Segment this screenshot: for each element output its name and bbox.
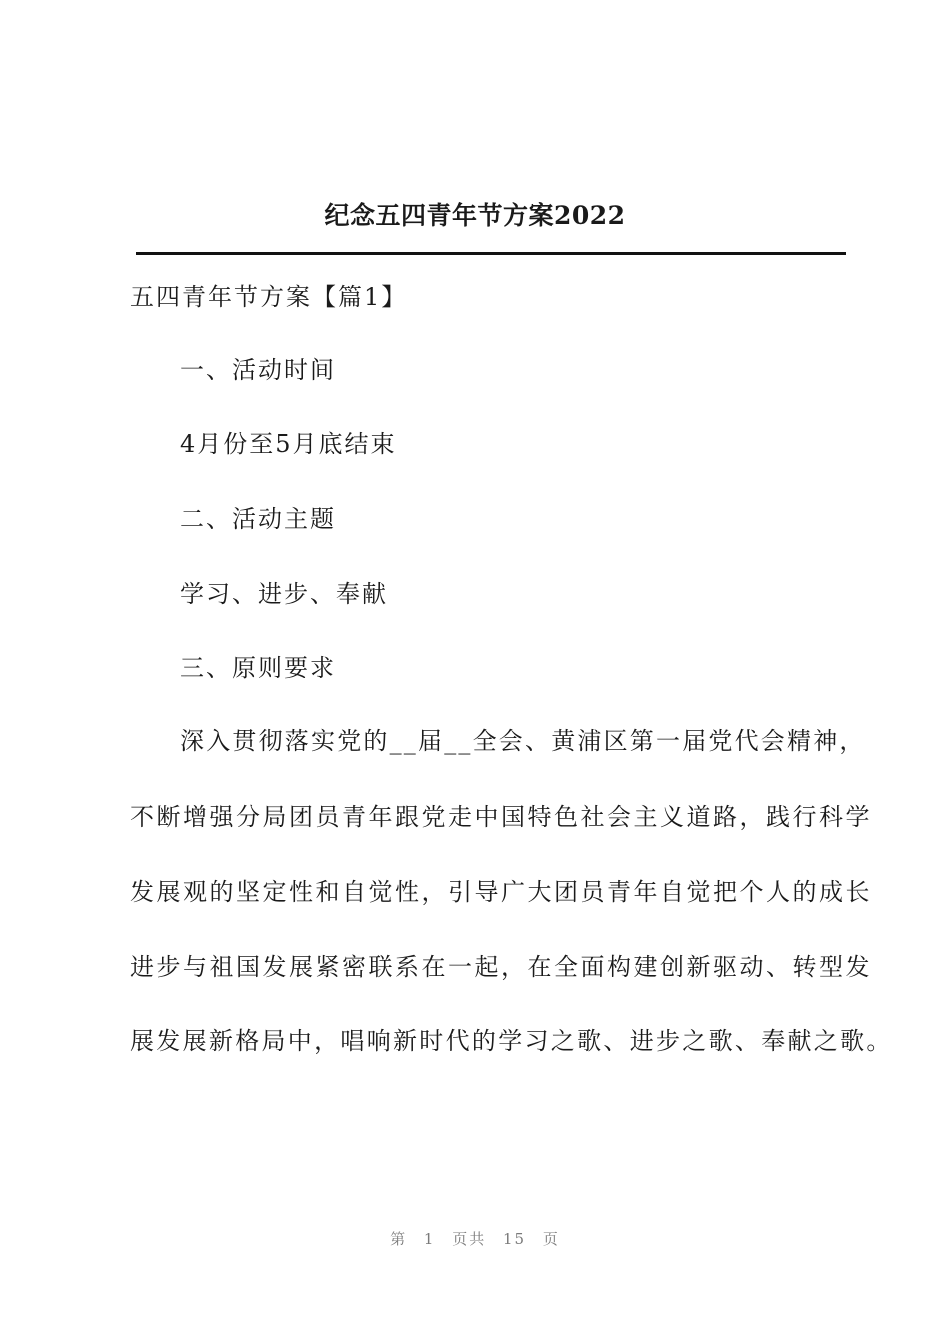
section-heading: 五四青年节方案【篇1】 [130,283,408,311]
paragraph-line: 进步与祖国发展紧密联系在一起，在全面构建创新驱动、转型发 [130,953,872,981]
title-divider [136,252,846,255]
page-footer: 第 1 页共 15 页 [390,1230,560,1248]
paragraph-line: 发展观的坚定性和自觉性，引导广大团员青年自觉把个人的成长 [130,878,872,906]
item-activity-theme-value: 学习、进步、奉献 [180,580,388,608]
paragraph-line: 展发展新格局中，唱响新时代的学习之歌、进步之歌、奉献之歌。 [130,1027,893,1055]
paragraph-line: 深入贯彻落实党的__届__全会、黄浦区第一届党代会精神， [180,727,866,755]
document-title: 纪念五四青年节方案2022 [324,201,626,230]
item-activity-theme-heading: 二、活动主题 [180,505,336,533]
paragraph-line: 不断增强分局团员青年跟党走中国特色社会主义道路，践行科学 [130,803,872,831]
item-principles-heading: 三、原则要求 [180,654,336,682]
item-activity-time-value: 4月份至5月底结束 [180,430,397,458]
item-activity-time-heading: 一、活动时间 [180,356,336,384]
